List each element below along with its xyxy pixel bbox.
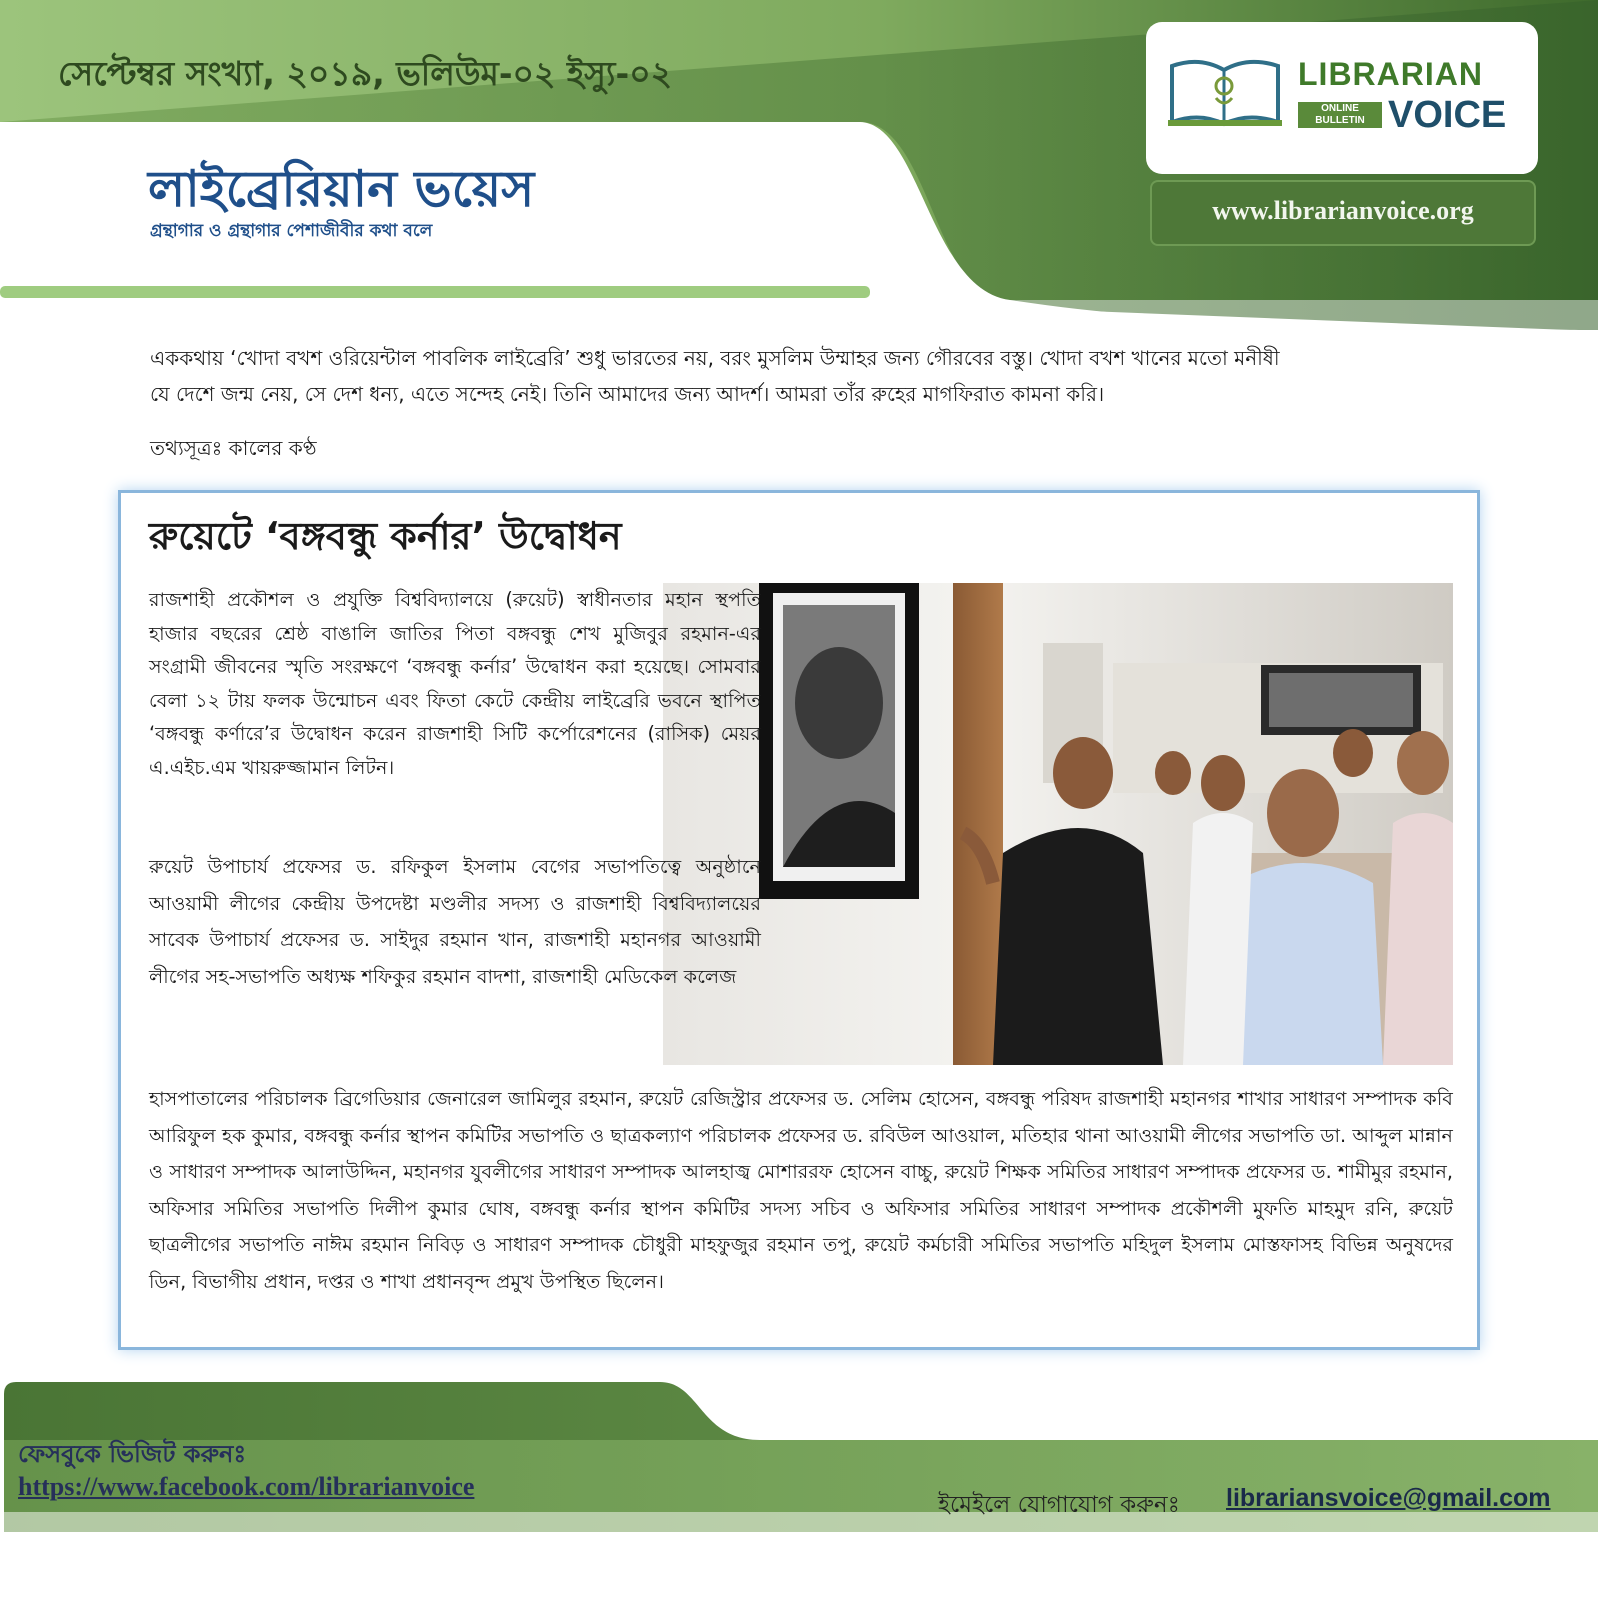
website-badge[interactable] — [1150, 180, 1536, 246]
logo-tag-online: ONLINE — [1321, 103, 1359, 114]
intro-line-1: এককথায় ‘খোদা বখশ ওরিয়েন্টাল পাবলিক লাইব্রেরি’ শুধু ভারতের নয়, বরং মুসলিম উম্মাহর জন্য গৌরবের বস্তু। খোদা বখশ খানের মতো মনীষী — [150, 346, 1280, 370]
site-subtitle: গ্রন্থাগার ও গ্রন্থাগার পেশাজীবীর কথা বলে — [150, 221, 433, 241]
logo-word-librarian: LIBRARIAN — [1298, 56, 1483, 92]
logo[interactable] — [1146, 22, 1538, 174]
article-title: রুয়েটে ‘বঙ্গবন্ধু কর্নার’ উদ্বোধন — [149, 514, 622, 558]
website-link[interactable]: www.librarianvoice.org — [1212, 196, 1474, 225]
source-credit: তথ্যসূত্রঃ কালের কণ্ঠ — [150, 436, 317, 460]
email-label: ইমেইলে যোগাযোগ করুনঃ — [938, 1492, 1180, 1518]
logo-online-bulletin — [1298, 102, 1382, 128]
article-paragraph-2: রুয়েট উপাচার্য প্রফেসর ড. রফিকুল ইসলাম বেগের সভাপতিত্বে অনুষ্ঠানে আওয়ামী লীগের কেন্দ্রীয় উপদেষ্টা মণ্ডলীর সদস্য ও রাজশাহী বিশ্ববিদ্যালয়ের সাবেক উপাচার্য প্রফেসর ড. সাইদুর রহমান খান, রাজশাহী মহানগর আওয়ামী লীগের সহ-সভাপতি অধ্যক্ষ শফিকুর রহমান বাদশা, রাজশাহী মেডিকেল কলেজ — [149, 855, 761, 988]
email-link[interactable]: librariansvoice@gmail.com — [1226, 1484, 1551, 1512]
article-paragraph-1: রাজশাহী প্রকৌশল ও প্রযুক্তি বিশ্ববিদ্যালয়ে (রুয়েট) স্বাধীনতার মহান স্থপতি হাজার বছরের শ্রেষ্ঠ বাঙালি জাতির পিতা বঙ্গবন্ধু শেখ মুজিবুর রহমান-এর সংগ্রামী জীবনের স্মৃতি সংরক্ষণে ‘বঙ্গবন্ধু কর্নার’ উদ্বোধন করা হয়েছে। সোমবার বেলা ১২ টায় ফলক উন্মোচন এবং ফিতা কেটে কেন্দ্রীয় লাইব্রেরি ভবনে স্থাপিত ‘বঙ্গবন্ধু কর্ণারে’র উদ্বোধন করেন রাজশাহী সিটি কর্পোরেশনের (রাসিক) মেয়র এ.এইচ.এম খায়রুজ্জামান লিটন। — [149, 588, 761, 779]
article-box — [118, 490, 1480, 1350]
logo-tag-bulletin: BULLETIN — [1315, 115, 1365, 126]
facebook-label: ফেসবুকে ভিজিট করুনঃ — [18, 1440, 247, 1468]
issue-label: সেপ্টেম্বর সংখ্যা, ২০১৯, ভলিউম-০২ ইস্যু-০২ — [58, 54, 673, 93]
open-book-icon — [1166, 52, 1284, 132]
article-paragraph-2-continued: হাসপাতালের পরিচালক ব্রিগেডিয়ার জেনারেল জামিলুর রহমান, রুয়েট রেজিস্ট্রার প্রফেসর ড. সেলিম হোসেন, বঙ্গবন্ধু পরিষদ রাজশাহী মহানগর শাখার সাধারণ সম্পাদক কবি আরিফুল হক কুমার, বঙ্গবন্ধু কর্নার স্থাপন কমিটির সভাপতি ও ছাত্রকল্যাণ পরিচালক প্রফেসর ড. রবিউল আওয়াল, মতিহার থানা আওয়ামী লীগের সভাপতি ডা. আব্দুল মান্নান ও সাধারণ সম্পাদক আলাউদ্দিন, মহানগর যুবলীগের সাধারণ সম্পাদক আলহাজ্ব মোশাররফ হোসেন বাচ্চু, রুয়েট শিক্ষক সমিতির সাধারণ সম্পাদক প্রফেসর ড. শামীমুর রহমান, অফিসার সমিতির সভাপতি দিলীপ কুমার ঘোষ, বঙ্গবন্ধু কর্নার স্থাপন কমিটির সদস্য সচিব ও অফিসার সমিতির সাধারণ সম্পাদক প্রকৌশলী মুফতি মাহমুদ রনি, রুয়েট ছাত্রলীগের সভাপতি নাঈম রহমান নিবিড় ও সাধারণ সম্পাদক চৌধুরী মাহফুজুর রহমান তপু, রুয়েট কর্মচারী সমিতির সভাপতি মহিদুল ইসলাম মোস্তফাসহ বিভিন্ন অনুষদের ডিন, বিভাগীয় প্রধান, দপ্তর ও শাখা প্রধানবৃন্দ প্রমুখ উপস্থিত ছিলেন। — [149, 1087, 1453, 1293]
event-photo — [663, 583, 1453, 1065]
intro-paragraph — [150, 340, 1440, 412]
facebook-link[interactable]: https://www.facebook.com/librarianvoice — [18, 1472, 475, 1501]
logo-word-voice: VOICE — [1388, 94, 1507, 136]
intro-line-2: যে দেশে জন্ম নেয়, সে দেশ ধন্য, এতে সন্দেহ নেই। তিনি আমাদের জন্য আদর্শ। আমরা তাঁর রুহের মাগফিরাত কামনা করি। — [150, 382, 1105, 406]
site-title: লাইব্রেরিয়ান ভয়েস — [148, 160, 535, 218]
